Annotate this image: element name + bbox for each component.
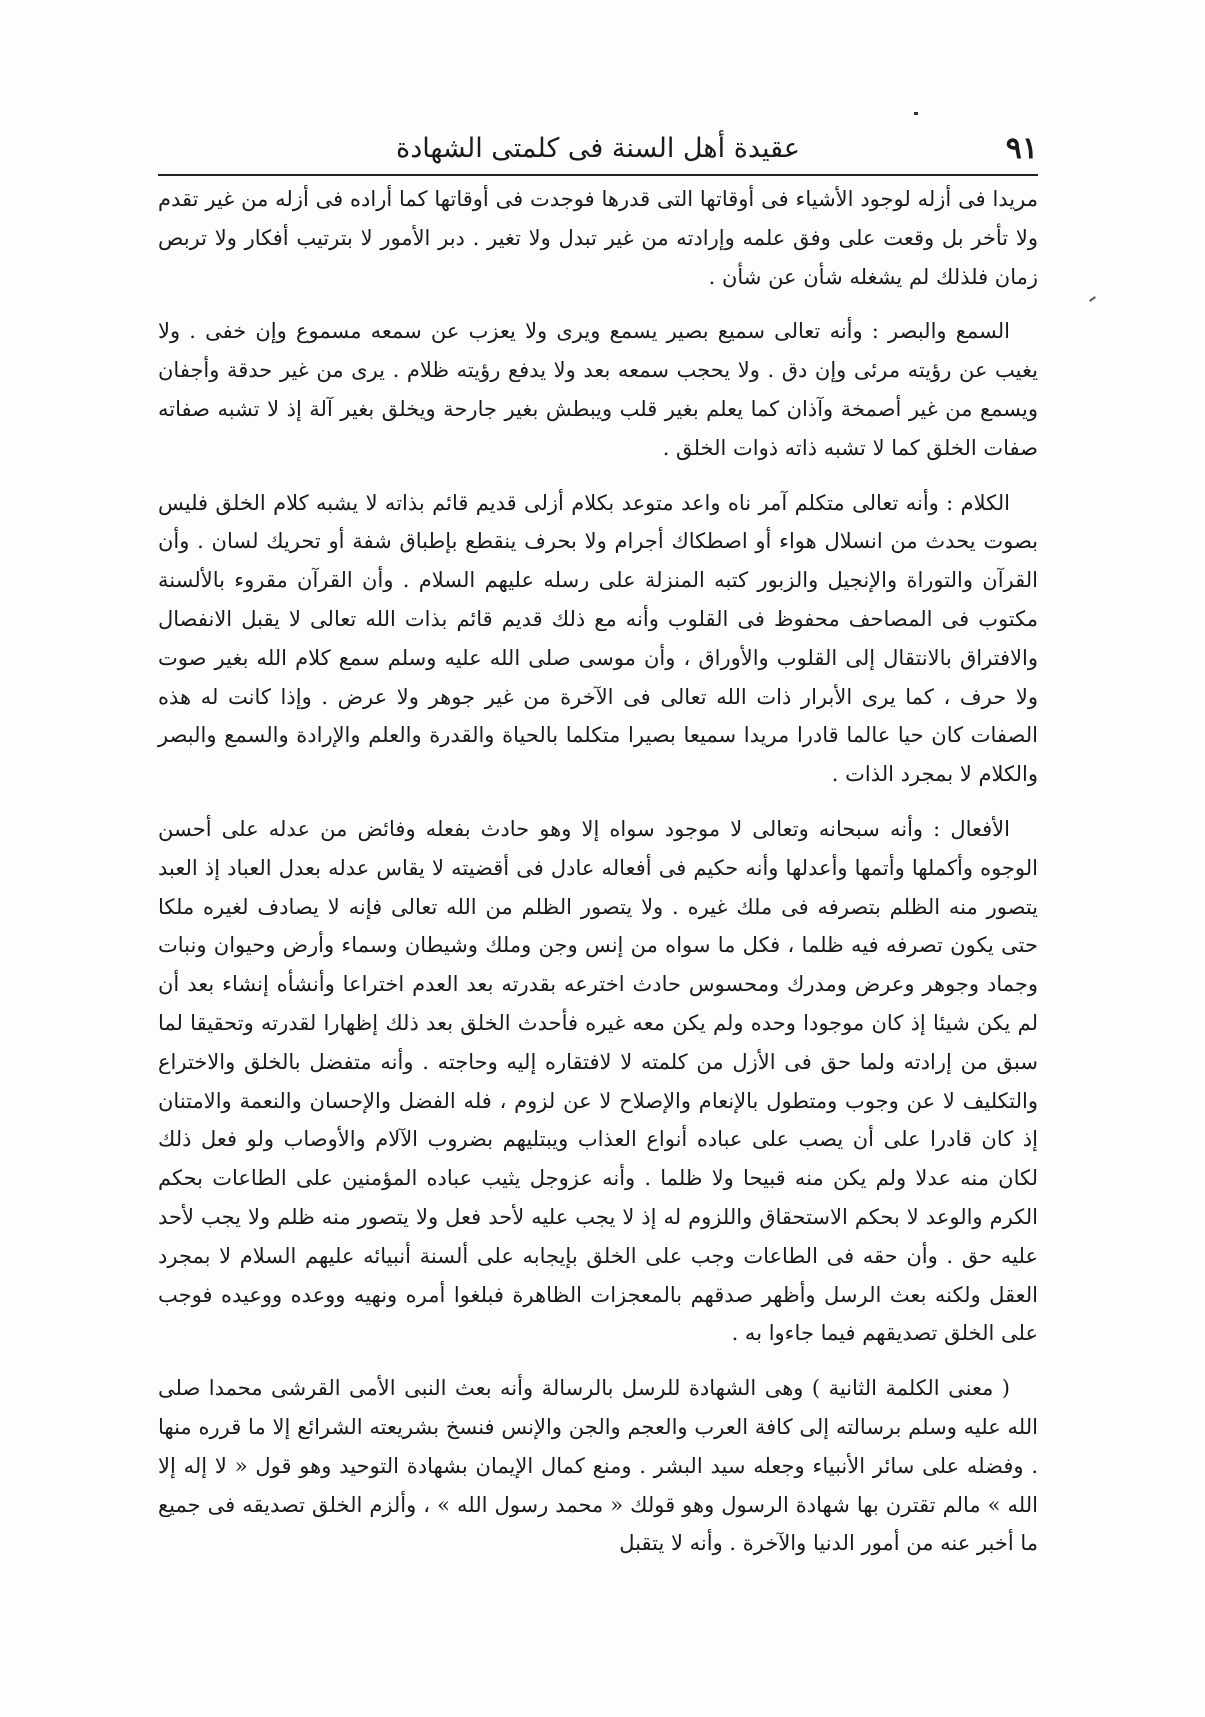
- body-text: [158, 180, 1038, 1563]
- paragraph-second-testimony: ( معنى الكلمة الثانية ) وهى الشهادة للرسل بالرسالة وأنه بعث النبى الأمى القرشى محمدا صلى الله عليه وسلم برسالته إلى كافة العرب والعجم والجن والإنس فنسخ بشريعته الشرائع إلا ما قرره منها . وفضله على سائر الأنبياء وجعله سيد البشر . ومنع كمال الإيمان بشهادة التوحيد وهو قول « لا إله إلا الله » مالم تقترن بها شهادة الرسول وهو قولك « محمد رسول الله » ، وألزم الخلق تصديقه فى جميع ما أخبر عنه من أمور الدنيا والآخرة . وأنه لا يتقبل: [158, 1376, 1038, 1556]
- stray-ink-mark: [1089, 296, 1096, 302]
- running-title: عقيدة أهل السنة فى كلمتى الشهادة: [396, 133, 800, 164]
- stray-ink-dot: [914, 112, 918, 115]
- paragraph-acts: الأفعال : وأنه سبحانه وتعالى لا موجود سواه إلا وهو حادث بفعله وفائض من عدله على أحسن الوجوه وأكملها وأتمها وأعدلها وأنه حكيم فى أفعاله عادل فى أقضيته لا يقاس عدله بعدل العباد إذ العبد يتصور منه الظلم بتصرفه فى ملك غيره . ولا يتصور الظلم من الله تعالى فإنه لا يصادف لغيره ملكا حتى يكون تصرفه فيه ظلما ، فكل ما سواه من إنس وجن وملك وشيطان وسماء وأرض وحيوان ونبات وجماد وجوهر وعرض ومدرك ومحسوس حادث اخترعه بقدرته بعد العدم اختراعا وأنشأه إنشاء بعد أن لم يكن شيئا إذ كان موجودا وحده ولم يكن معه غيره فأحدث الخلق بعد ذلك إظهارا لقدرته وتحقيقا لما سبق من إرادته ولما حق فى الأزل من كلمته لا لافتقاره إليه وحاجته . وأنه متفضل بالخلق والاختراع والتكليف لا عن وجوب ومتطول بالإنعام والإصلاح لا عن لزوم ، فله الفضل والإحسان والنعمة والامتنان إذ كان قادرا على أن يصب على عباده أنواع العذاب ويبتليهم بضروب الآلام والأوصاب ولو فعل ذلك لكان منه عدلا ولم يكن منه قبيحا ولا ظلما . وأنه عزوجل يثيب عباده المؤمنين على الطاعات بحكم الكرم والوعد لا بحكم الاستحقاق واللزوم له إذ لا يجب عليه لأحد فعل ولا يتصور منه ظلم ولا يجب لأحد عليه حق . وأن حقه فى الطاعات وجب على الخلق بإيجابه على ألسنة أنبيائه عليهم السلام لا بمجرد العقل ولكنه بعث الرسل وأظهر صدقهم بالمعجزات الظاهرة فبلغوا أمره ونهيه ووعده ووعيده فوجب على الخلق تصديقهم فيما جاءوا به .: [158, 816, 1039, 1346]
- paragraph-will: مريدا فى أزله لوجود الأشياء فى أوقاتها التى قدرها فوجدت فى أوقاتها كما أراده فى أزله من غير تقدم ولا تأخر بل وقعت على وفق علمه وإرادته من غير تبدل ولا تغير . دبر الأمور لا بترتيب أفكار ولا تربص زمان فلذلك لم يشغله شأن عن شأن .: [158, 187, 1038, 289]
- page-number: ٩١: [1005, 131, 1038, 166]
- page-header: [158, 126, 1038, 172]
- paragraph-speech: الكلام : وأنه تعالى متكلم آمر ناه واعد متوعد بكلام أزلى قديم قائم بذاته لا يشبه كلام الخلق فليس بصوت يحدث من انسلال هواء أو اصطكاك أجرام ولا بحرف ينقطع بإطباق شفة أو تحريك لسان . وأن القرآن والتوراة والإنجيل والزبور كتبه المنزلة على رسله عليهم السلام . وأن القرآن مقروء بالألسنة مكتوب فى المصاحف محفوظ فى القلوب وأنه مع ذلك قديم قائم بذات الله تعالى لا يقبل الانفصال والافتراق بالانتقال إلى القلوب والأوراق ، وأن موسى صلى الله عليه وسلم سمع كلام الله بغير صوت ولا حرف ، كما يرى الأبرار ذات الله تعالى فى الآخرة من غير جوهر ولا عرض . وإذا كانت له هذه الصفات كان حيا عالما قادرا مريدا سميعا بصيرا متكلما بالحياة والقدرة والعلم والإرادة والسمع والبصر والكلام لا بمجرد الذات .: [158, 490, 1038, 787]
- paragraph-hearing-sight: السمع والبصر : وأنه تعالى سميع بصير يسمع ويرى ولا يعزب عن سمعه مسموع وإن خفى . ولا يغيب عن رؤيته مرئى وإن دق . ولا يحجب سمعه بعد ولا يدفع رؤيته ظلام . يرى من غير حدقة وأجفان ويسمع من غير أصمخة وآذان كما يعلم بغير قلب ويبطش بغير جارحة ويخلق بغير آلة إذ لا تشبه صفاته صفات الخلق كما لا تشبه ذاته ذوات الخلق .: [158, 319, 1038, 460]
- header-rule: [158, 174, 1038, 176]
